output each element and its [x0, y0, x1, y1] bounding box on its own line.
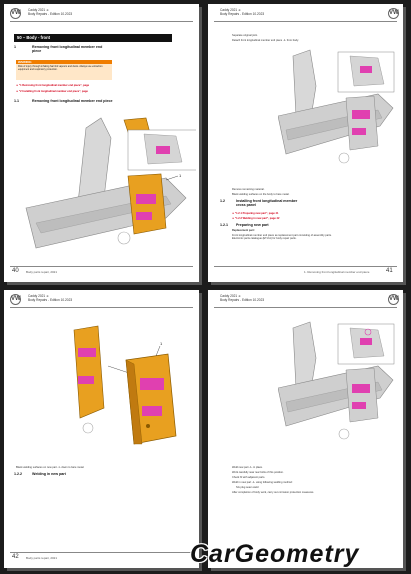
header-edition: Body Repairs - Edition 10.2023 [28, 12, 73, 17]
manual-page-41 [208, 4, 403, 282]
page-footer: 1. Removing front longitudinal member end piece [304, 270, 370, 274]
header-model: Caddy 2021 ➜ [220, 8, 241, 12]
header-edition: Body Repairs - Edition 10.2023 [220, 298, 265, 303]
subsection-number: 1.1 [14, 99, 19, 103]
step-text: Blank welding surfaces on new part -1- down to bare metal. [16, 466, 85, 469]
step-text: Front longitudinal member end piece as replacement part consisting of assembly parts. Electronic parts catalogue (ET-KA) for body repair parts. [232, 234, 332, 241]
step-text: Check fit with adjacent parts. [232, 476, 266, 479]
subsubsection-title: Welding in new part [32, 472, 66, 476]
step-text: Remove remaining material. [232, 188, 265, 191]
page-number: 41 [386, 268, 393, 274]
vw-logo-icon: VW [388, 8, 399, 19]
manual-page-42 [4, 290, 199, 568]
step-text: Weld in new part -1- using following welding method: [232, 481, 293, 484]
header-rule [214, 307, 397, 308]
step-text: SG plug seam weld [236, 486, 259, 489]
page-header [28, 294, 72, 302]
subsubsection-number: 1.2.1 [220, 223, 228, 227]
vw-logo-icon: VW [388, 294, 399, 305]
header-model: Caddy 2021 ➜ [28, 8, 49, 12]
manual-page-43 [208, 290, 403, 568]
page-header [28, 8, 72, 16]
subsubsection-title: Preparing new part [236, 223, 269, 227]
replacement-label: Replacement part: [232, 229, 255, 232]
step-text: Work carefully near rear bolts of this position. [232, 471, 284, 474]
chapter-title: 50 – Body - front [14, 34, 172, 42]
step-text: Weld new part -1- in place. [232, 466, 263, 469]
subsection-title: Installing front longitudinal member cross panel [236, 199, 298, 208]
page-number: 40 [12, 268, 19, 274]
step-text: After completion of body work, carry out corrosion protection measures. [232, 491, 315, 494]
link-removing[interactable]: ⇒ "1 Removing front longitudinal member end piece", page [16, 84, 90, 87]
subsection-title: Removing front longitudinal member end piece [32, 99, 113, 103]
header-model: Caddy 2021 ➜ [28, 294, 49, 298]
warning-body: Risk of injury through inhaling harmful vapours and dusts. Always use extraction equipment and respiratory protection. [16, 64, 112, 80]
manual-page-40 [4, 4, 199, 282]
vw-logo-icon: VW [10, 294, 21, 305]
installation-illustration [278, 318, 398, 458]
header-rule [10, 307, 193, 308]
header-rule [10, 21, 193, 22]
footer-rule [10, 552, 193, 553]
svg-text:1: 1 [179, 173, 182, 178]
step-text: Blank welding surfaces on the body to bare metal. [232, 193, 290, 196]
page-footer: Body parts repair, 2021 [26, 556, 58, 560]
header-model: Caddy 2021 ➜ [220, 294, 241, 298]
watermark-logo: CarGeometry [190, 540, 360, 568]
link-preparing[interactable]: ⇒ "1.2.1 Preparing new part", page 41 [232, 212, 279, 215]
section-title: Removing front longitudinal member end piece [32, 45, 103, 54]
header-edition: Body Repairs - Edition 10.2023 [220, 12, 265, 17]
page-footer: Body parts repair, 2021 [26, 270, 58, 274]
warning-heading: WARNING [16, 60, 112, 64]
header-rule [214, 21, 397, 22]
vw-logo-icon: VW [10, 8, 21, 19]
page-header [220, 8, 264, 16]
step-text: Separate original joint. [232, 34, 258, 37]
removal-illustration [278, 46, 398, 184]
subsection-number: 1.2 [220, 199, 225, 203]
step-text: Detach front longitudinal member end piece -1- from body. [232, 39, 299, 42]
subsubsection-number: 1.2.2 [14, 472, 22, 476]
header-edition: Body Repairs - Edition 10.2023 [28, 298, 73, 303]
section-number: 1 [14, 45, 16, 49]
footer-rule [10, 266, 193, 267]
link-welding[interactable]: ⇒ "1.2.2 Welding in new part", page 42 [232, 217, 280, 220]
svg-text:1: 1 [160, 341, 163, 346]
longitudinal-member-illustration [16, 108, 196, 258]
page-number: 42 [12, 554, 19, 560]
link-installing[interactable]: ⇒ "2 Installing front longitudinal member end piece", page [16, 90, 88, 93]
footer-rule [214, 266, 397, 267]
new-part-illustration [64, 318, 184, 458]
page-header [220, 294, 264, 302]
